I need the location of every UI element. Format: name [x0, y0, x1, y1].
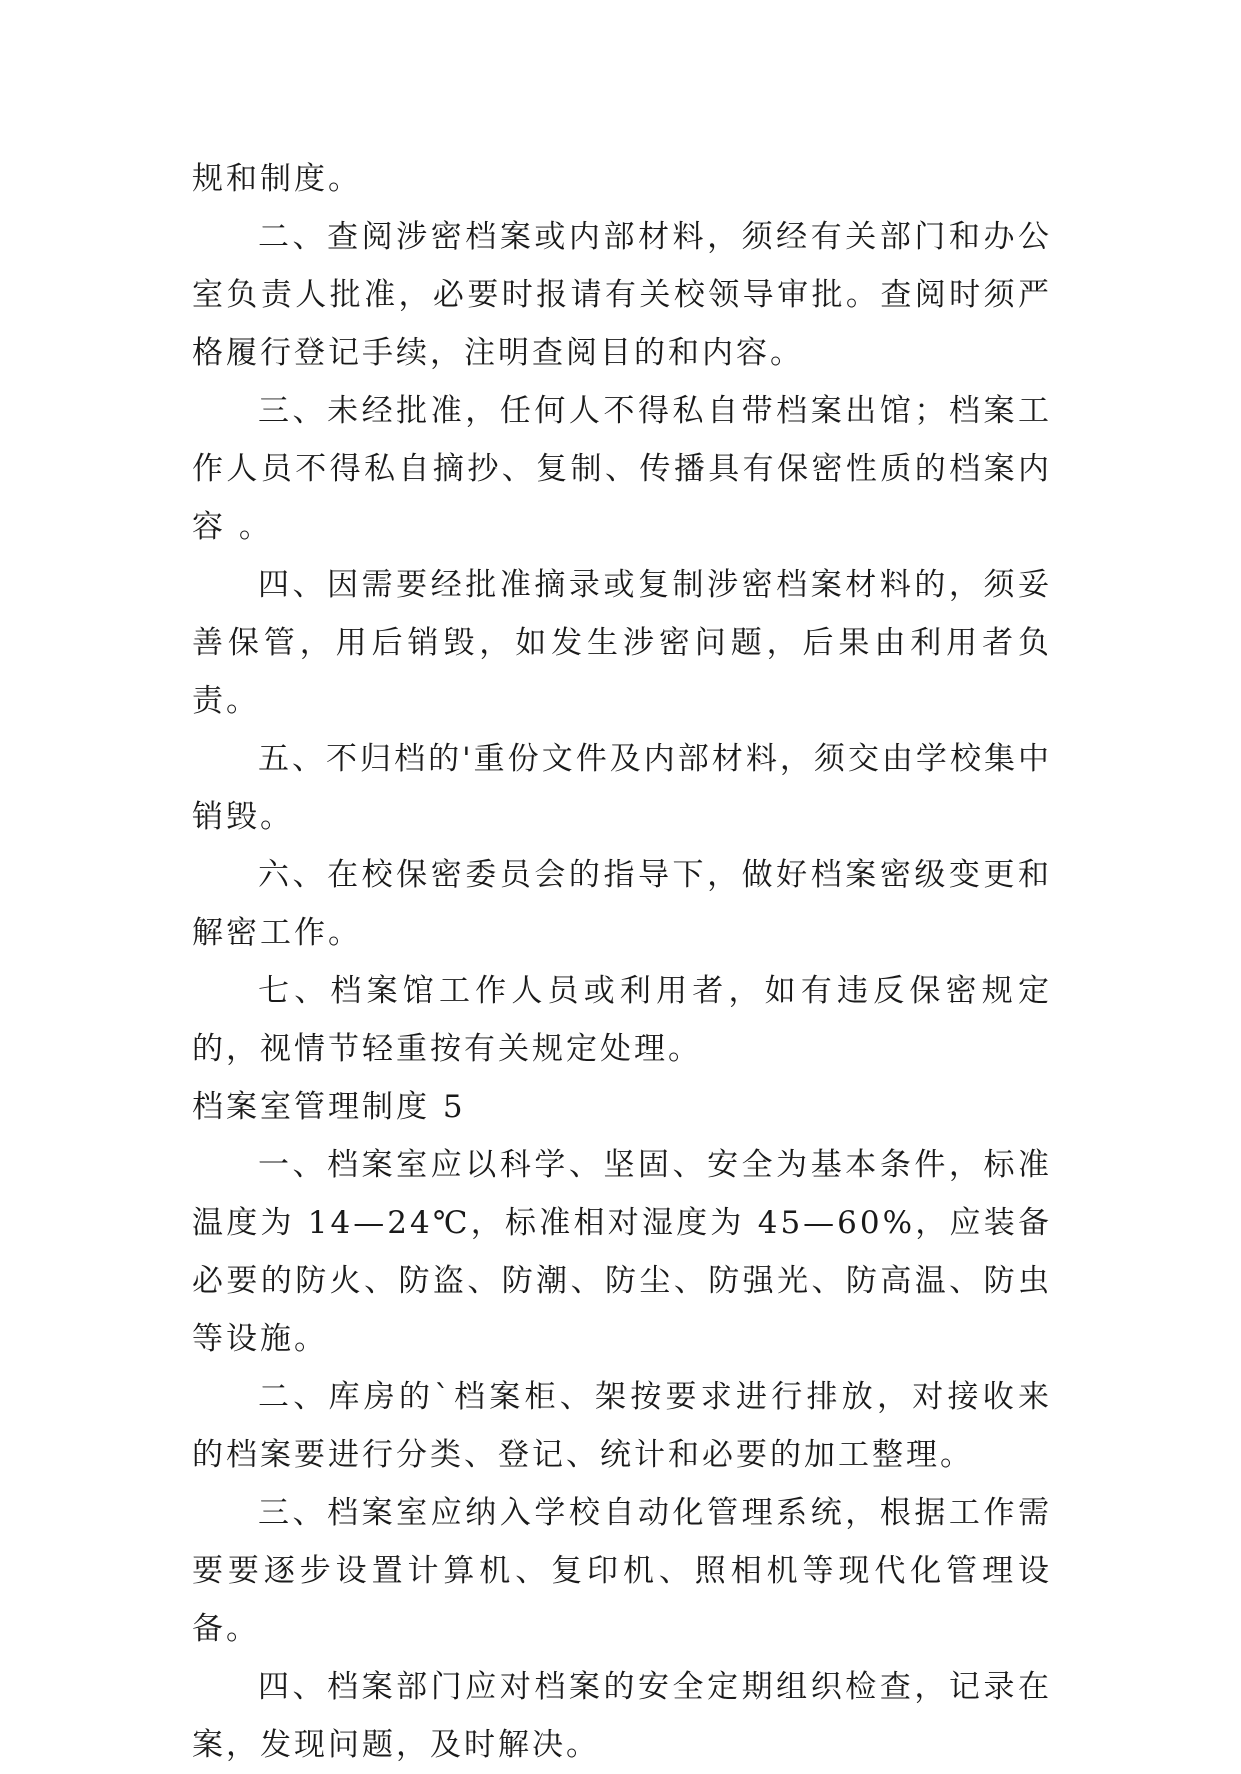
paragraph-rule-6: 六、在校保密委员会的指导下，做好档案密级变更和解密工作。	[192, 857, 1052, 951]
document-body	[192, 150, 1052, 1774]
paragraph-rule-4: 四、因需要经批准摘录或复制涉密档案材料的，须妥善保管，用后销毁，如发生涉密问题，后果由利用者负责。	[192, 567, 1052, 719]
paragraph-rule-5: 五、不归档的'重份文件及内部材料，须交由学校集中销毁。	[192, 741, 1052, 835]
paragraph-rule-3: 三、未经批准，任何人不得私自带档案出馆；档案工作人员不得私自摘抄、复制、传播具有保密性质的档案内容 。	[192, 393, 1052, 545]
paragraph-continuation: 规和制度。	[192, 161, 362, 197]
section-paragraph-3: 三、档案室应纳入学校自动化管理系统，根据工作需要要逐步设置计算机、复印机、照相机等现代化管理设备。	[192, 1495, 1052, 1647]
section-paragraph-4: 四、档案部门应对档案的安全定期组织检查，记录在案，发现问题，及时解决。	[192, 1669, 1052, 1763]
section-paragraph-1: 一、档案室应以科学、坚固、安全为基本条件，标准温度为 14—24℃，标准相对湿度为 45—60%，应装备必要的防火、防盗、防潮、防尘、防强光、防高温、防虫等设施。	[192, 1147, 1052, 1357]
section-paragraph-2: 二、库房的`档案柜、架按要求进行排放，对接收来的档案要进行分类、登记、统计和必要的加工整理。	[192, 1379, 1052, 1473]
paragraph-rule-7: 七、档案馆工作人员或利用者，如有违反保密规定的，视情节轻重按有关规定处理。	[192, 973, 1052, 1067]
section-heading: 档案室管理制度 5	[192, 1089, 466, 1125]
paragraph-rule-2: 二、查阅涉密档案或内部材料，须经有关部门和办公室负责人批准，必要时报请有关校领导审批。查阅时须严格履行登记手续，注明查阅目的和内容。	[192, 219, 1052, 371]
